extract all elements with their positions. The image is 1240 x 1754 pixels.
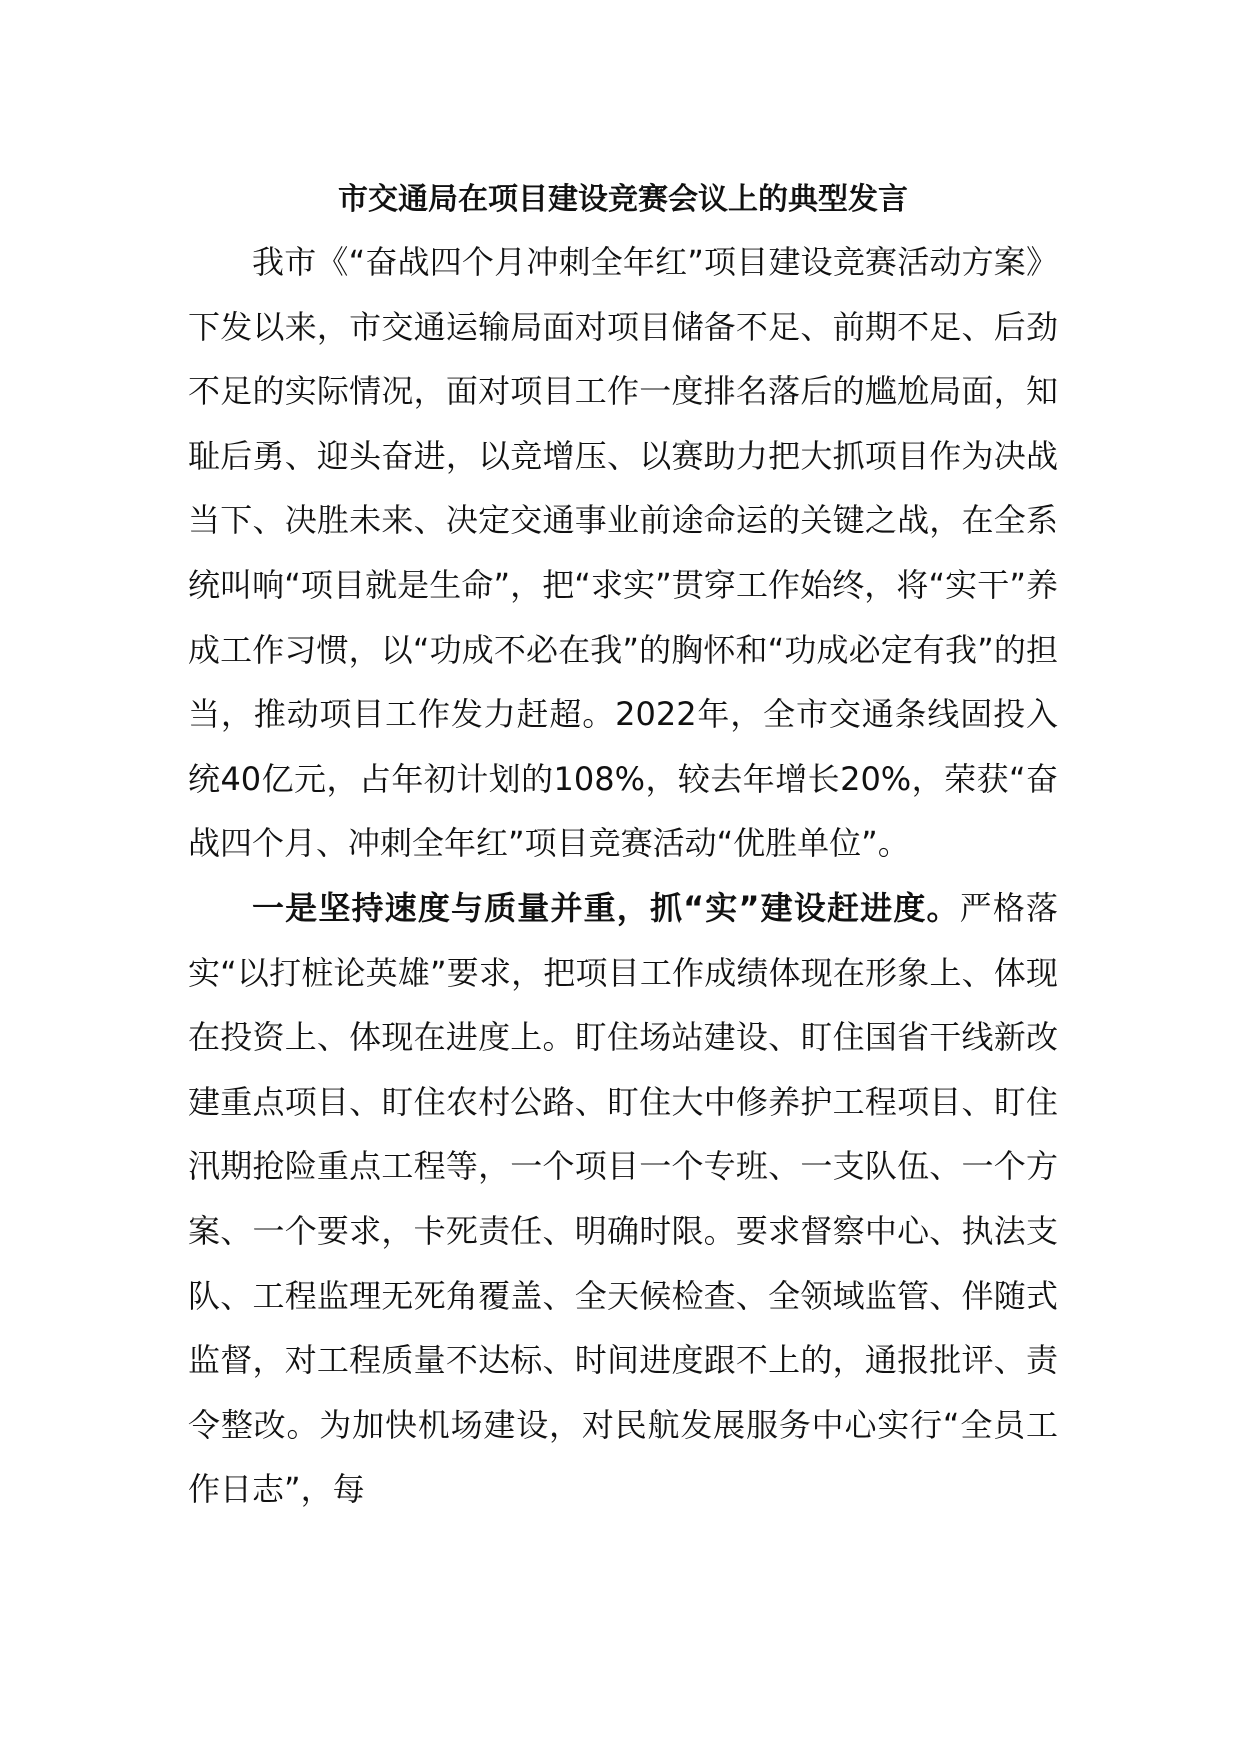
document-page xyxy=(188,170,1058,1522)
paragraph-intro xyxy=(188,230,1058,876)
section-one-text: 严格落实“以打桩论英雄”要求，把项目工作成绩体现在形象上、体现在投资上、体现在进度上。盯住场站建设、盯住国省干线新改建重点项目、盯住农村公路、盯住大中修养护工程项目、盯住汛期抢险重点工程等，一个项目一个专班、一支队伍、一个方案、一个要求，卡死责任、明确时限。要求督察中心、执法支队、工程监理无死角覆盖、全天候检查、全领域监管、伴随式监督，对工程质量不达标、时间进度跟不上的，通报批评、责令整改。为加快机场建设，对民航发展服务中心实行“全员工作日志”，每 xyxy=(188,888,1058,1509)
paragraph-section-one xyxy=(188,876,1058,1522)
paragraph-intro-text: 我市《“奋战四个月冲刺全年红”项目建设竞赛活动方案》下发以来，市交通运输局面对项目储备不足、前期不足、后劲不足的实际情况，面对项目工作一度排名落后的尴尬局面，知耻后勇、迎头奋进，以竞增压、以赛助力把大抓项目作为决战当下、决胜未来、决定交通事业前途命运的关键之战，在全系统叫响“项目就是生命”，把“求实”贯穿工作始终，将“实干”养成工作习惯，以“功成不必在我”的胸怀和“功成必定有我”的担当，推动项目工作发力赶超。2022年，全市交通条线固投入统40亿元，占年初计划的108%，较去年增长20%，荣获“奋战四个月、冲刺全年红”项目竞赛活动“优胜单位”。 xyxy=(188,243,1058,863)
document-title: 市交通局在项目建设竞赛会议上的典型发言 xyxy=(338,182,908,217)
section-one-heading: 一是坚持速度与质量并重，抓“实”建设赶进度。 xyxy=(252,888,960,927)
